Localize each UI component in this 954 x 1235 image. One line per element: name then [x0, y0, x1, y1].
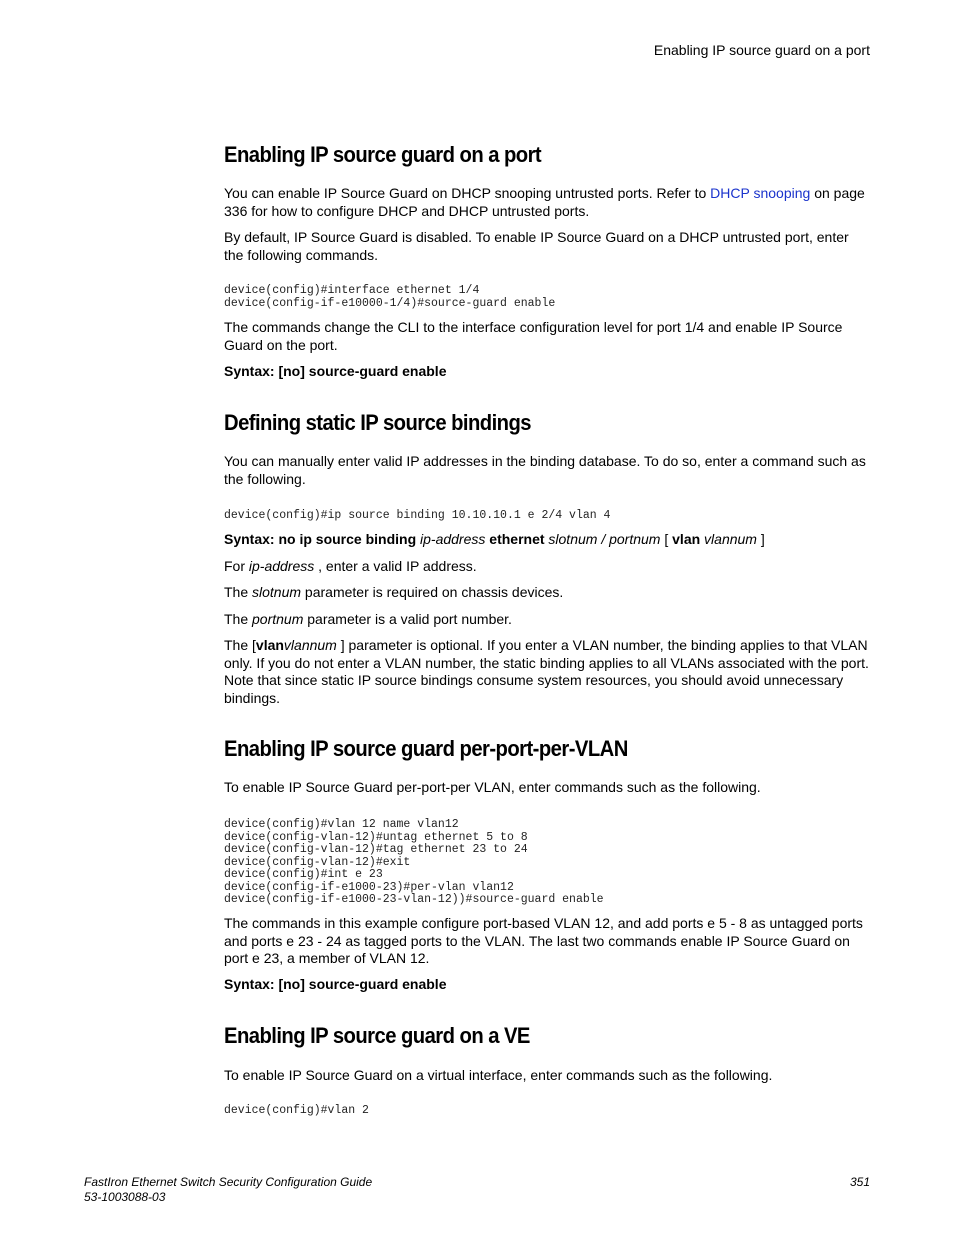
s2-slotnum-note: The slotnum parameter is required on chassis devices. — [224, 584, 564, 600]
s1-syntax: Syntax: [no] source-guard enable — [224, 363, 447, 379]
s2-portnum-note: The portnum parameter is a valid port number. — [224, 611, 512, 627]
s2-code-block: device(config)#ip source binding 10.10.10.1 e 2/4 vlan 4 — [224, 509, 611, 522]
s2-vlan-note: The [vlanvlannum ] parameter is optional. If you enter a VLAN number, the binding applies to that VLAN only. If you do not enter a VLAN number, the static binding applies to all VLANs associated with the port. Note that since static IP source bindings consume system resources, you should avoid unnecessary bindings. — [224, 637, 869, 706]
running-header: Enabling IP source guard on a port — [653, 42, 870, 58]
dhcp-snooping-link[interactable]: DHCP snooping — [710, 185, 811, 201]
heading-ve: Enabling IP source guard on a VE — [224, 1023, 530, 1048]
s3-code-block: device(config)#vlan 12 name vlan12 device(config-vlan-12)#untag ethernet 5 to 8 device(config-vlan-12)#tag ethernet 23 to 24 device(config-vlan-12)#exit device(config)#int e 23 device(config-if-e1000-23)#per-vlan vlan12 device(config-if-e1000-23-vlan-12))#source-guard enable — [224, 818, 604, 906]
s1-paragraph-1: You can enable IP Source Guard on DHCP snooping untrusted ports. Refer to DHCP snooping on page 336 for how to configure DHCP and DHCP untrusted ports. — [224, 185, 865, 219]
heading-static-bindings: Defining static IP source bindings — [224, 410, 532, 435]
s2-paragraph-1: You can manually enter valid IP addresses in the binding database. To do so, enter a command such as the following. — [224, 453, 866, 487]
s4-paragraph-1: To enable IP Source Guard on a virtual interface, enter commands such as the following. — [224, 1067, 773, 1083]
s1-paragraph-3: The commands change the CLI to the interface configuration level for port 1/4 and enable IP Source Guard on the port. — [224, 319, 843, 353]
s1-paragraph-2: By default, IP Source Guard is disabled. To enable IP Source Guard on a DHCP untrusted port, enter the following commands. — [224, 229, 849, 263]
s2-for-ip-address: For ip-address , enter a valid IP address. — [224, 558, 477, 574]
s3-syntax: Syntax: [no] source-guard enable — [224, 976, 447, 992]
s2-syntax: Syntax: no ip source binding ip-address ethernet slotnum / portnum [ vlan vlannum ] — [224, 531, 765, 547]
s3-paragraph-1: To enable IP Source Guard per-port-per VLAN, enter commands such as the following. — [224, 779, 761, 795]
heading-enable-port: Enabling IP source guard on a port — [224, 142, 542, 167]
s4-code-block: device(config)#vlan 2 — [224, 1104, 369, 1117]
footer-doc-id: 53-1003088-03 — [84, 1190, 166, 1204]
s3-paragraph-2: The commands in this example configure port-based VLAN 12, and add ports e 5 - 8 as untagged ports and ports e 23 - 24 as tagged ports to the VLAN. The last two commands enable IP Source Guard on port e 23, a member of VLAN 12. — [224, 915, 863, 966]
s1-code-block: device(config)#interface ethernet 1/4 device(config-if-e10000-1/4)#source-guard enable — [224, 284, 556, 310]
footer-title: FastIron Ethernet Switch Security Configuration Guide — [84, 1175, 373, 1189]
page-number: 351 — [849, 1175, 870, 1189]
heading-per-port-per-vlan: Enabling IP source guard per-port-per-VLAN — [224, 736, 628, 761]
